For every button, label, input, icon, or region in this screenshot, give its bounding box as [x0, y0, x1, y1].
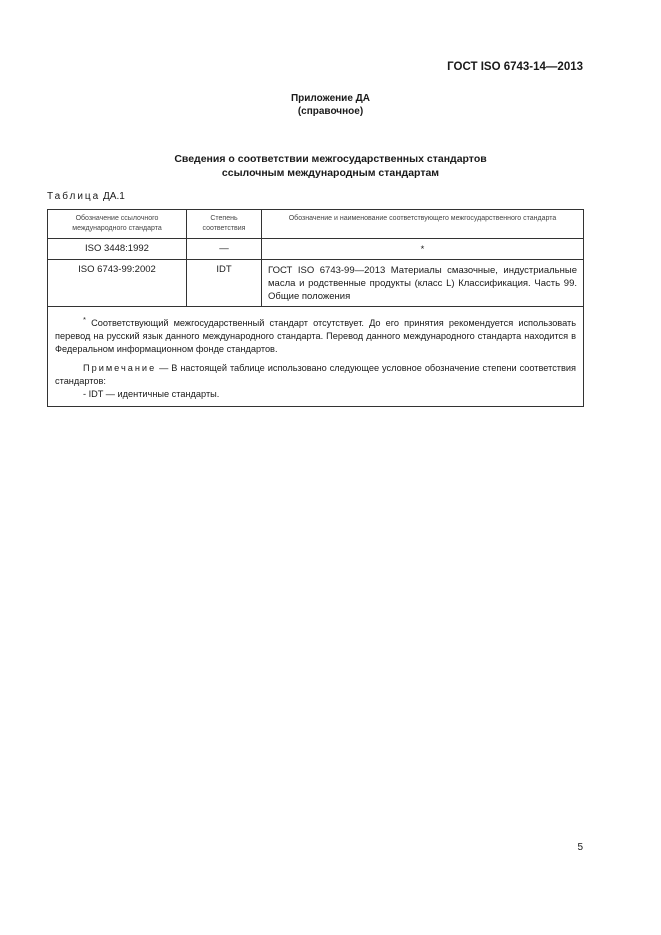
table-row [48, 239, 584, 260]
table-label-number: ДА.1 [103, 191, 125, 202]
correspondence-table [47, 209, 584, 407]
section-title [0, 152, 661, 180]
annex-title: Приложение ДА [290, 93, 371, 104]
section-title-line1: Сведения о соответствии межгосударственных стандартов [174, 153, 487, 165]
note-label: Примечание [83, 363, 157, 374]
note-text: — В настоящей таблице использовано следующее условное обозначение степени соответствия стандартов: [55, 363, 576, 387]
table-footnote-row [48, 307, 584, 407]
cell-national: * [262, 239, 584, 260]
table-note [55, 362, 576, 388]
section-title-line2: ссылочным международным стандартам [221, 167, 440, 179]
page-number: 5 [577, 842, 583, 853]
footnote [55, 313, 576, 356]
cell-ref: ISO 6743-99:2002 [48, 260, 187, 307]
table-row [48, 260, 584, 307]
table-footnotes [48, 307, 584, 407]
document-code: ГОСТ ISO 6743-14—2013 [447, 61, 583, 73]
cell-degree: IDT [187, 260, 262, 307]
table-header-row [48, 210, 584, 239]
cell-degree: — [187, 239, 262, 260]
table-label-word: Таблица [47, 191, 101, 202]
footnote-text: Соответствующий межгосударственный стандарт отсутствует. До его принятия рекомендуется использовать перевод на русский язык данного международного стандарта. Перевод данного международного стандарта находится в Федеральном информационном фонде стандартов. [55, 318, 576, 355]
annex-heading [0, 92, 661, 118]
header-national-standard: Обозначение и наименование соответствующего межгосударственного стандарта [262, 210, 584, 239]
cell-ref: ISO 3448:1992 [48, 239, 187, 260]
header-ref-standard: Обозначение ссылочного международного стандарта [48, 210, 187, 239]
footnote-mark: * [83, 315, 86, 324]
annex-subtitle: (справочное) [297, 106, 364, 117]
header-degree: Степень соответствия [187, 210, 262, 239]
note-item: - IDT — идентичные стандарты. [83, 389, 220, 400]
table-label [47, 191, 125, 202]
cell-national: ГОСТ ISO 6743-99—2013 Материалы смазочные, индустриальные масла и родственные продукты (класс L) Классификация. Часть 99. Общие положения [262, 260, 584, 307]
